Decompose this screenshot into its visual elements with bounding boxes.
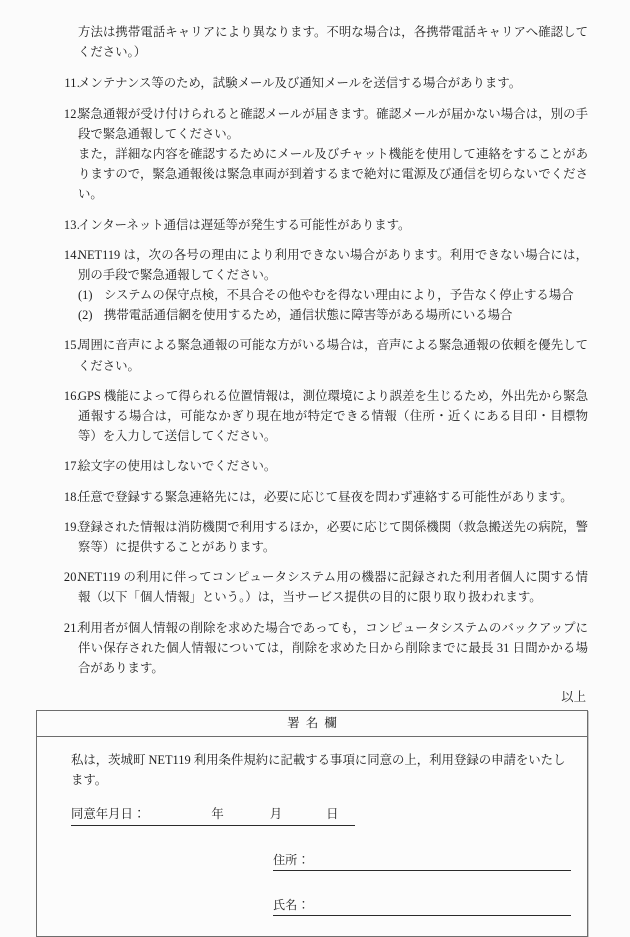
subclause-item [78,306,588,326]
clause-number: 18. [63,489,80,504]
year-unit-label: 年 [211,807,224,822]
clause-number: 21. [63,620,80,635]
clause-number: 13. [63,217,80,232]
clause-item [36,487,588,507]
subclause-list [78,286,588,325]
clause-item [36,618,588,679]
clause-number: 11. [64,76,80,91]
clause-body [78,215,588,235]
clause-paragraph: 登録された情報は消防機関で利用するほか，必要に応じて関係機関（救急搬送先の病院，警察等）に提供することがあります。 [78,519,588,555]
clause-paragraph: GPS 機能によって得られる位置情報は，測位環境により誤差を生じるため，外出先から緊急通報する場合は，可能なかぎり現在地が特定できる情報（住所・近くにある目印・目標物等）を入力して送信してください。 [78,388,588,444]
clause-item [36,335,588,375]
clause-paragraph: 周囲に音声による緊急通報の可能な方がいる場合は，音声による緊急通報の依頼を優先してください。 [78,338,588,373]
consent-date-label: 同意年月日： [71,807,146,822]
address-field-label: 住所： [273,852,310,871]
clause-paragraph: NET119 の利用に伴ってコンピュータシステム用の機器に記録された利用者個人に関する情報（以下「個人情報」という。）は，当サービス提供の目的に限り取り扱われます。 [78,570,588,605]
clause-paragraph: 絵文字の使用はしないでください。 [78,459,277,474]
consent-statement: 私は，茨城町 NET119 利用条件規約に記載する事項に同意の上，利用登録の申請をいたします。 [71,753,566,788]
consent-date-row[interactable] [55,804,571,826]
clause-body [78,386,588,447]
clause-body [78,517,588,557]
clause-number: 19. [63,519,80,534]
continued-paragraph: 方法は携帯電話キャリアにより異なります。不明な場合は，各携帯電話キャリアへ確認してください。） [78,25,588,60]
name-field-label: 氏名： [273,897,310,916]
subclause-text: 携帯電話通信網を使用するため，通信状態に障害等がある場所にいる場合 [104,307,513,322]
subclause-item [78,286,588,306]
clause-number: 16. [63,388,80,403]
clause-body [78,335,588,375]
clause-number: 14. [63,247,80,262]
clause-body [78,104,588,205]
clause-body [78,567,588,607]
clause-body [78,73,588,93]
clause-paragraph: インターネット通信は遅延等が発生する可能性があります。 [78,217,411,232]
day-unit-label: 日 [326,807,339,822]
subclause-number: (2) [78,307,93,322]
clause-paragraph: 任意で登録する緊急連絡先には，必要に応じて昼夜を問わず連絡する可能性があります。 [78,489,573,504]
clause-item [36,386,588,447]
clause-paragraph: NET119 は，次の各号の理由により利用できない場合があります。利用できない場合には，別の手段で緊急通報してください。 [78,247,588,283]
closing-mark: 以上 [561,690,586,705]
consent-date-group[interactable] [71,804,355,826]
subclause-number: (1) [78,288,93,303]
subclause-text: システムの保守点検，不具合その他やむを得ない理由により，予告なく停止する場合 [104,288,574,303]
name-field-row[interactable] [55,897,571,916]
signature-form [36,710,588,937]
month-unit-label: 月 [269,807,283,822]
clause-body [78,487,588,507]
clause-number: 12. [63,106,80,121]
name-input-line[interactable] [310,898,571,916]
clause-item [36,215,588,235]
clause-item [36,245,588,326]
address-field-row[interactable] [55,852,571,871]
clause-body [78,245,588,326]
clause-item [36,456,588,476]
clause-item [36,73,588,93]
clause-item [36,104,588,205]
clause-number: 17. [63,459,80,474]
signature-form-header: 署名欄 [37,711,587,737]
clause-item [36,567,588,607]
clause-number: 20. [63,570,80,585]
address-input-line[interactable] [310,853,571,871]
clause-number: 15. [63,338,80,353]
signature-form-body [37,737,587,936]
clause-item [36,517,588,557]
clause-body [78,456,588,476]
clause-paragraph: 利用者が個人情報の削除を求めた場合であっても，コンピュータシステムのバックアップに伴い保存された個人情報については，削除を求めた日から削除までに最長 31 日間かかる場合があります。 [78,620,588,676]
clause-paragraph: また，詳細な内容を確認するためにメール及びチャット機能を使用して連絡をすることがありますので，緊急通報後は緊急車両が到着するまで絶対に電源及び通信を切らないでください。 [78,147,588,202]
clause-paragraph: 緊急通報が受け付けられると確認メールが届きます。確認メールが届かない場合は，別の手段で緊急通報してください。 [78,106,588,141]
clause-body [78,618,588,679]
clause-paragraph: メンテナンス等のため，試験メール及び通知メールを送信する場合があります。 [78,76,522,91]
clause-list [36,73,588,678]
